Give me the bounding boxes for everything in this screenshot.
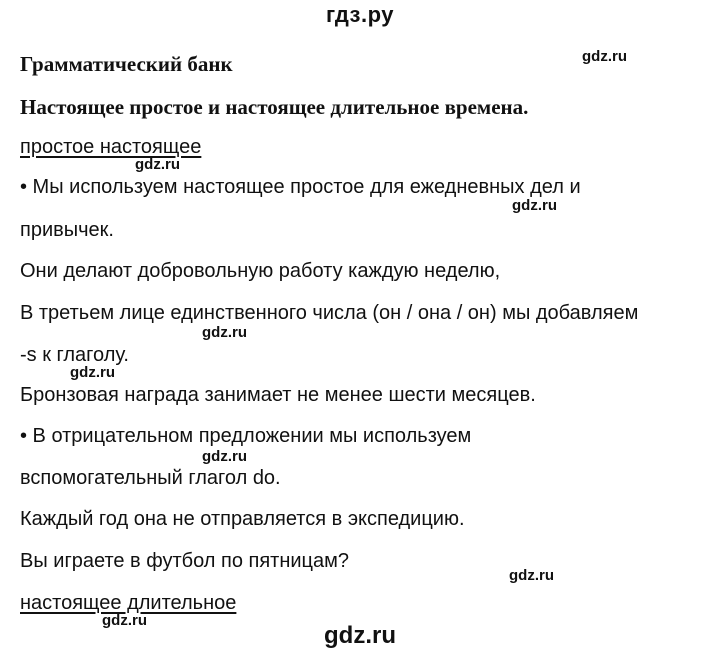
watermark: gdz.ru [135,156,180,173]
site-footer: gdz.ru [324,622,396,649]
watermark: gdz.ru [202,448,247,465]
text-line-6: Бронзовая награда занимает не менее шести месяцев. [20,384,536,406]
watermark: gdz.ru [102,612,147,629]
section-subtitle: Настоящее простое и настоящее длительное времена. [20,95,529,119]
watermark: gdz.ru [70,364,115,381]
watermark: gdz.ru [512,197,557,214]
text-line-9: Каждый год она не отправляется в экспедицию. [20,508,465,530]
text-line-1: • Мы используем настоящее простое для ежедневных дел и [20,176,581,198]
site-header: гдз.ру [326,2,394,27]
watermark: gdz.ru [509,567,554,584]
text-line-3: Они делают добровольную работу каждую неделю, [20,260,501,282]
text-line-5: -s к глаголу. [20,344,129,366]
text-line-4: В третьем лице единственного числа (он / она / он) мы добавляем [20,302,639,324]
watermark: gdz.ru [582,48,627,65]
section-title: Грамматический банк [20,52,233,76]
text-line-2: привычек. [20,219,114,241]
text-line-10: Вы играете в футбол по пятницам? [20,550,349,572]
subheading-present-continuous: настоящее длительное [20,592,237,614]
text-line-7: • В отрицательном предложении мы используем [20,425,472,447]
text-line-8: вспомогательный глагол do. [20,467,281,489]
watermark: gdz.ru [202,324,247,341]
subheading-present-simple: простое настоящее [20,136,202,158]
